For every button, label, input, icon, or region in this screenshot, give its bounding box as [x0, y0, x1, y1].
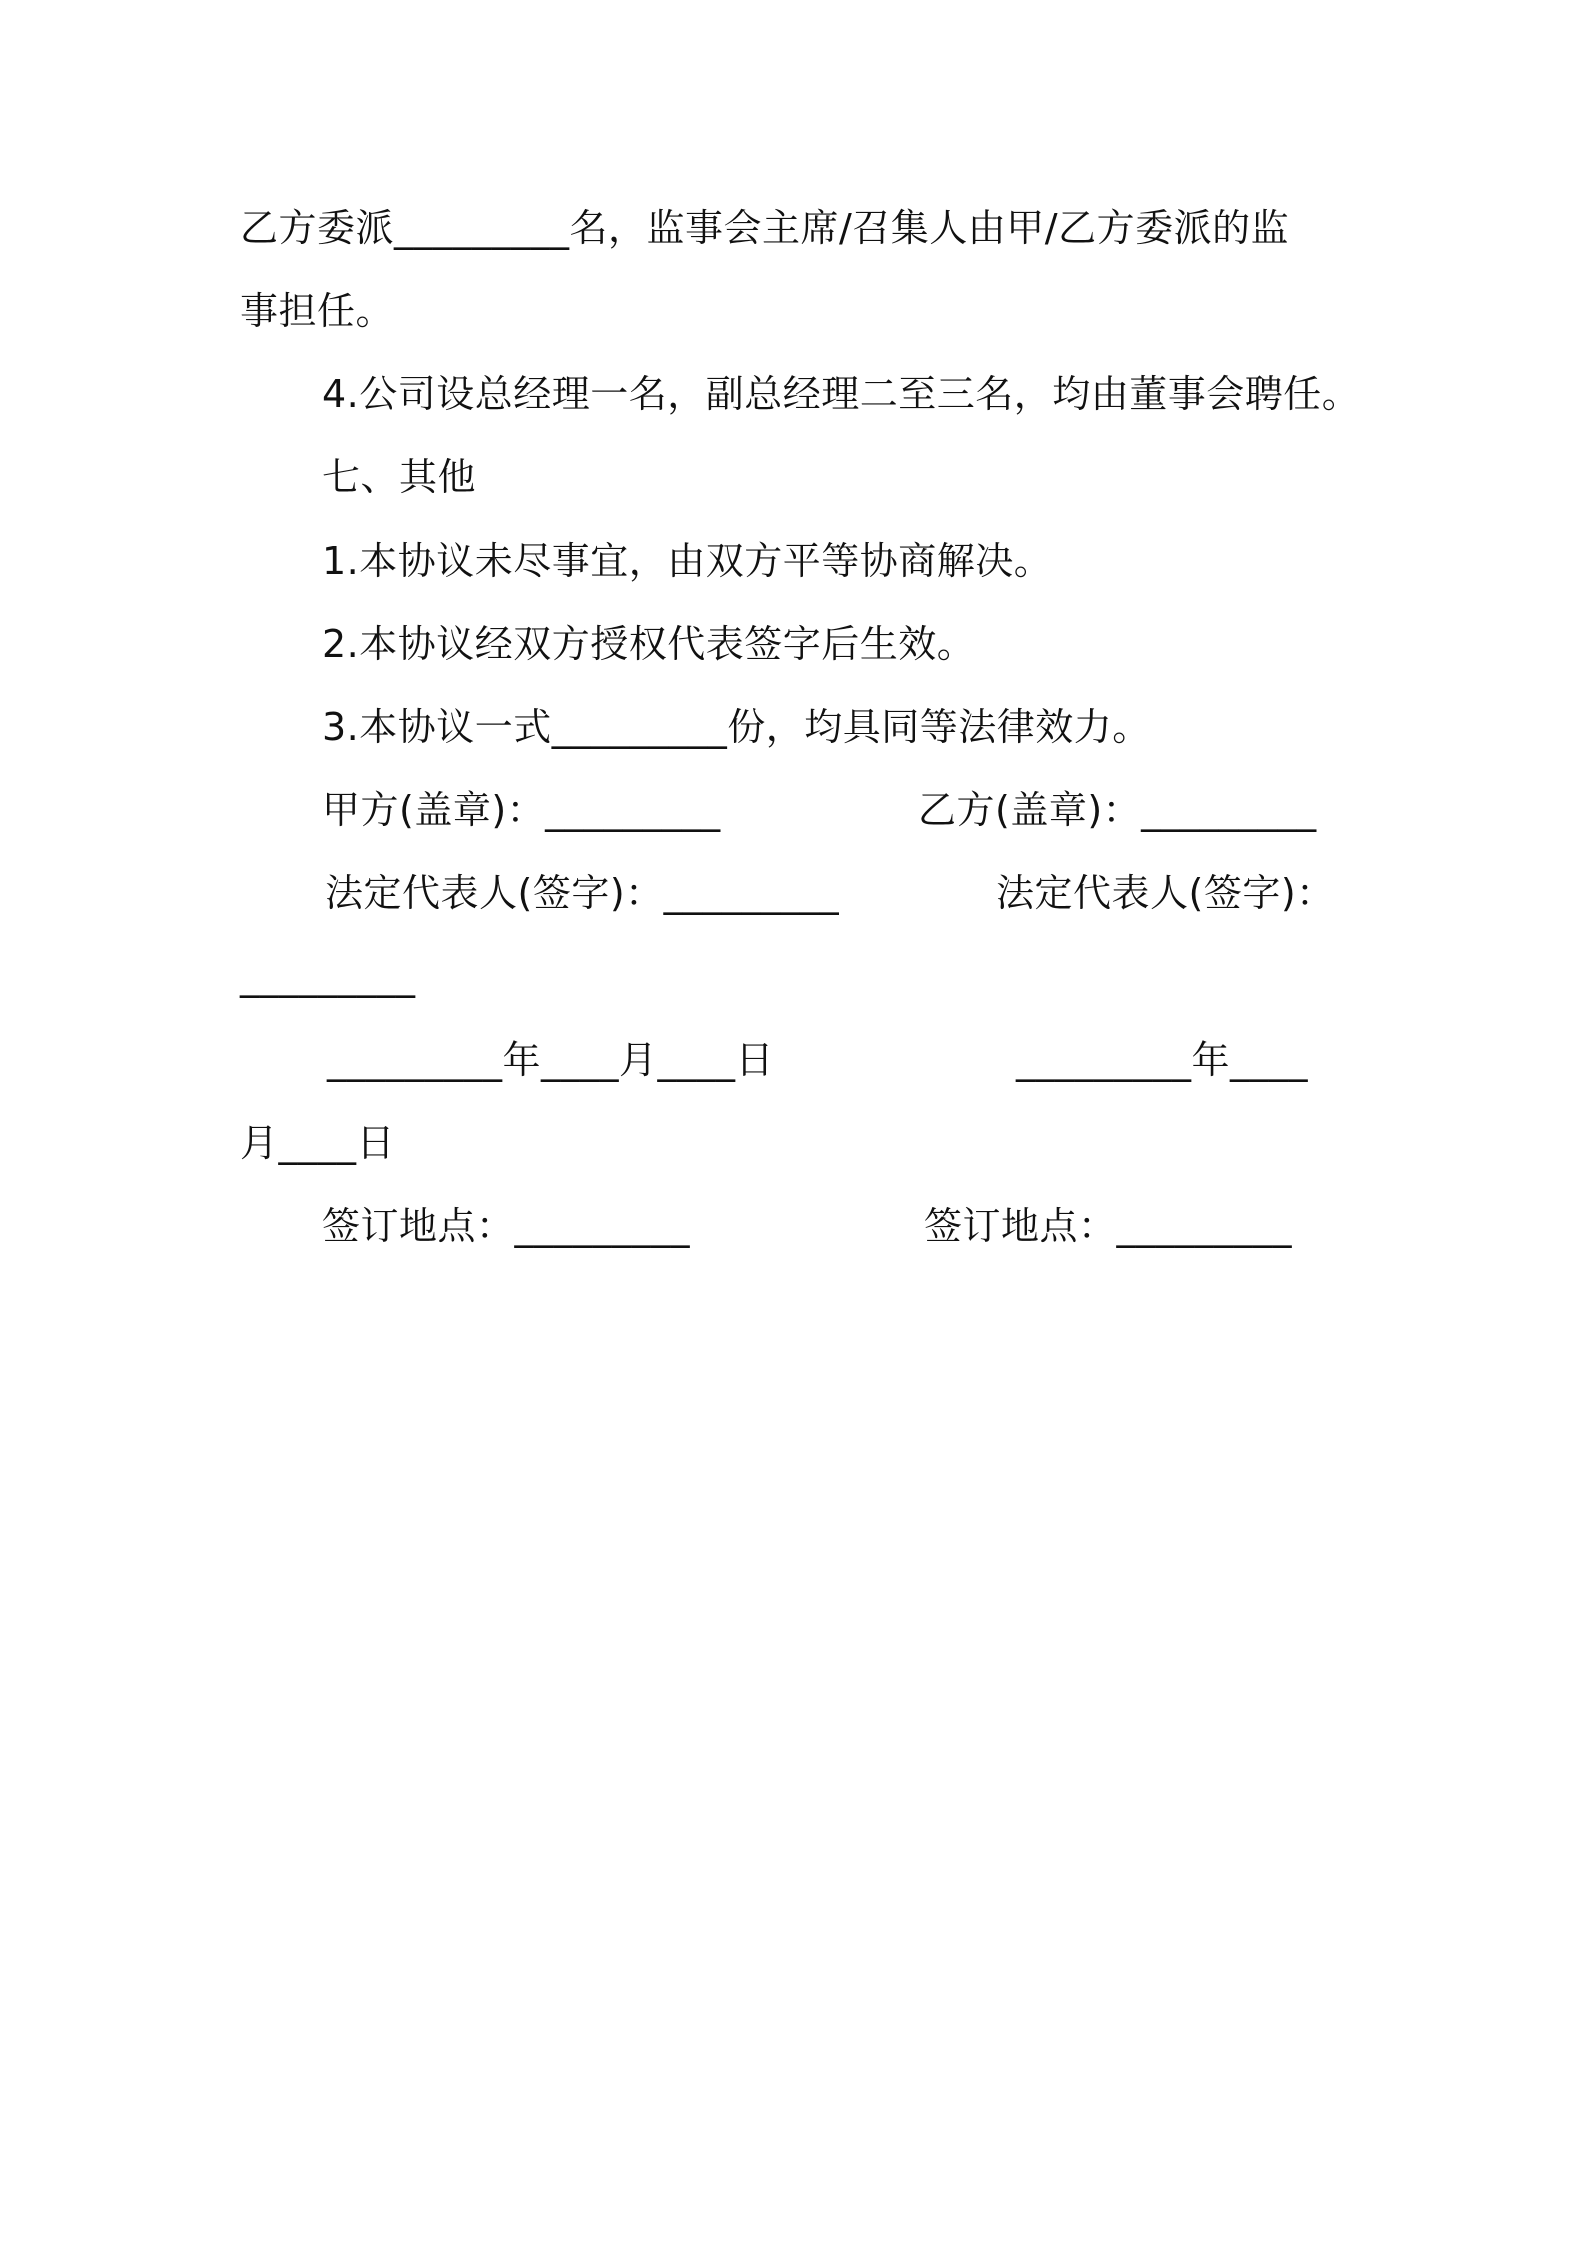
party-a-signing-place: 签订地点：_________: [322, 1204, 691, 1248]
party-b-representative-line: 法定代表人(签字)：: [996, 871, 1335, 915]
paragraph-line-supervisors-cont: 事担任。: [240, 289, 395, 333]
party-a-representative-line: 法定代表人(签字)：_________: [325, 871, 840, 915]
party-b-seal-line: 乙方(盖章)：_________: [918, 788, 1317, 832]
clause-4-general-manager: 4.公司设总经理一名，副总经理二至三名，均由董事会聘任。: [322, 372, 1361, 416]
section-heading-other: 七、其他: [322, 455, 477, 499]
clause-3-copies: 3.本协议一式_________份，均具同等法律效力。: [322, 705, 1151, 749]
party-a-seal-line: 甲方(盖章)：_________: [322, 788, 721, 832]
party-b-date-line: _________年____: [1016, 1038, 1309, 1082]
party-a-date-line: _________年____月____日: [327, 1038, 775, 1082]
party-b-representative-blank: _________: [240, 954, 416, 998]
clause-2-effective: 2.本协议经双方授权代表签字后生效。: [322, 622, 976, 666]
clause-1-unresolved-matters: 1.本协议未尽事宜，由双方平等协商解决。: [322, 539, 1053, 583]
party-b-date-line-cont: 月____日: [240, 1121, 396, 1165]
party-b-signing-place: 签订地点：_________: [924, 1204, 1293, 1248]
paragraph-line-supervisors: 乙方委派_________名，监事会主席/召集人由甲/乙方委派的监: [240, 206, 1290, 250]
